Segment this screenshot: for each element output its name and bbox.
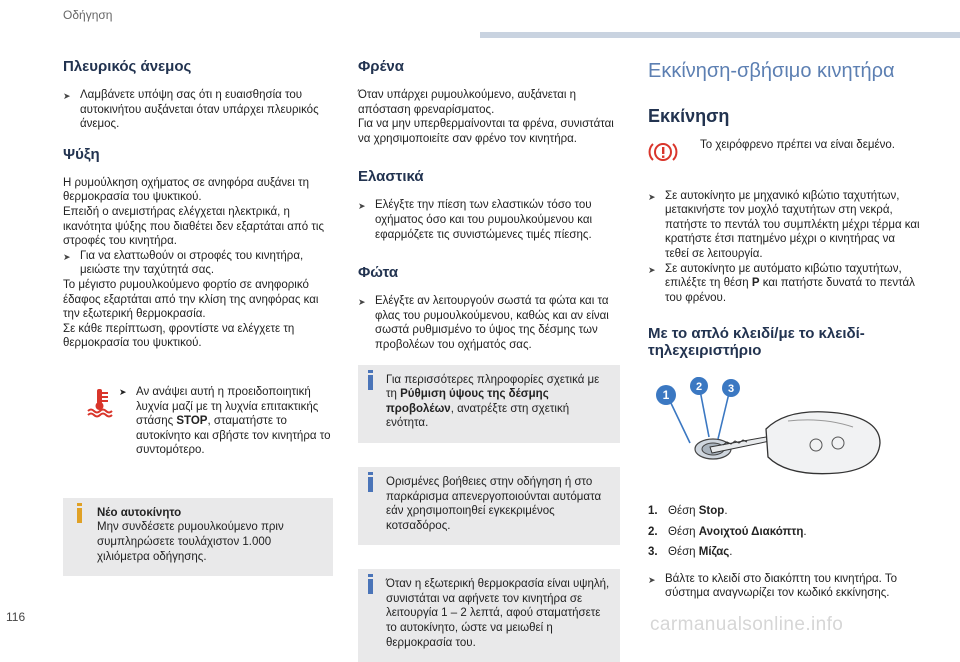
svg-text:2: 2 — [695, 381, 703, 394]
list-item: ➤ Σε αυτοκίνητο με μηχανικό κιβώτιο ταχυτήτων, μετακινήστε τον μοχλό ταχυτήτων στη νεκρά, πατήστε το πεντάλ του συμπλέκτη μέχρι τέρμα και κρατήστε έτσι πατημένο μέχρι ο κινητήρας να τεθεί σε λειτουργία. — [648, 189, 920, 260]
info-icon — [368, 574, 373, 577]
section-label: Οδήγηση — [63, 8, 113, 22]
heading-cross-wind: Πλευρικός άνεμος — [63, 58, 192, 75]
callout-1 — [656, 385, 676, 405]
heading-cooling: Ψύξη — [63, 145, 100, 163]
svg-text:3: 3 — [727, 383, 735, 396]
info-box-headlamp: Για περισσότερες πληροφορίες σχετικά με τη Ρύθμιση ύψους της δέσμης προβολέων, ανατρέξτε στη σχετική ενότητα. — [358, 365, 620, 443]
info-box-driving-aids: Ορισμένες βοήθειες στην οδήγηση ή στο παρκάρισμα απενεργοποιούνται αυτόματα εάν χρησιμοποιηθεί εγκεκριμένος κοτσαδόρος. — [358, 467, 620, 545]
list-item: ➤ Για να ελαττωθούν οι στροφές του κινητήρα, μειώστε την ταχύτητά σας. — [63, 249, 304, 277]
info-icon — [368, 370, 373, 373]
column-left: Πλευρικός άνεμος ➤ Λαμβάνετε υπόψη σας ότι η ευαισθησία του αυτοκινήτου αυξάνεται όταν υπάρχει πλευρικός άνεμος. Ψύξη Η ρυμούλκηση οχήματος σε ανηφόρα αυξάνει τη θερμοκρασία του ψυκτικού. Επειδή ο ανεμιστήρας ελέγχεται ηλεκτρικά, η ικανότητα ψύξης που διαθέτει δεν εξαρτάται από τις στροφές του κινητήρα. ➤ Για να ελαττωθούν οι στροφές του κινητήρα, μειώστε την ταχύτητά σας. Το μέγιστο ρυμουλκούμενο φορτίο σε ανηφορικό έδαφος εξαρτάται από την κλίση της ανηφόρας και την εξωτερική θερμοκρασία. Σε κάθε περίπτωση, φροντίστε να ελέγχετε τη θερμοκρασία του ψυκτικού. ➤ Αν ανάψει αυτή η προειδοποιητική λυχνία μαζί με τη λυχνία επιτακτικής στάσης STOP, σταματήστε το αυτοκίνητο και σβήστε τον κινητήρα το συντομότερο. Νέο αυτοκίνητο Μην συνδέσετε ρυμουλκούμενο πριν συμπληρώσετε τουλάχιστον 1.000 χιλιόμετρα οδήγησης. — [63, 58, 333, 576]
info-icon — [368, 472, 373, 475]
coolant-temperature-warning-icon — [63, 385, 119, 458]
list-item: ➤ Σε αυτοκίνητο με αυτόματο κιβώτιο ταχυτήτων, επιλέξτε τη θέση P και πατήστε δυνατά το πεντάλ του φρένου. — [648, 262, 915, 304]
note-title: Νέο αυτοκίνητο — [97, 506, 182, 519]
parking-brake-warning-icon — [648, 138, 700, 169]
parking-brake-note: Το χειρόφρενο πρέπει να είναι δεμένο. — [648, 138, 920, 169]
new-car-note: Νέο αυτοκίνητο Μην συνδέσετε ρυμουλκούμενο πριν συμπληρώσετε τουλάχιστον 1.000 χιλιόμετρα οδήγησης. — [63, 498, 333, 576]
callout-2 — [690, 377, 708, 395]
heading-brakes: Φρένα — [358, 58, 404, 75]
bullet-icon: ➤ — [648, 264, 656, 275]
bullet-icon: ➤ — [358, 201, 366, 212]
key-positions-list — [648, 504, 920, 560]
bullet-icon: ➤ — [648, 191, 656, 202]
bullet-icon: ➤ — [358, 297, 366, 308]
column-right — [648, 58, 920, 601]
chapter-title: Εκκίνηση-σβήσιμο κινητήρα — [648, 60, 895, 82]
heading-start: Εκκίνηση — [648, 106, 730, 126]
bullet-icon: ➤ — [119, 386, 127, 397]
list-item: ➤ Λαμβάνετε υπόψη σας ότι η ευαισθησία του αυτοκινήτου αυξάνεται όταν υπάρχει πλευρικός άνεμος. — [63, 89, 319, 131]
svg-text:1: 1 — [662, 388, 670, 403]
heading-key: Με το απλό κλειδί/με το κλειδί-τηλεχειριστήριο — [648, 325, 865, 360]
column-middle: Φρένα Όταν υπάρχει ρυμουλκούμενο, αυξάνεται η απόσταση φρεναρίσματος. Για να μην υπερθερμαίνονται τα φρένα, συνιστάται να χρησιμοποιείτε σαν φρένο τον κινητήρα. Ελαστικά ➤ Ελέγξτε την πίεση των ελαστικών τόσο του οχήματος όσο και του ρυμουλκούμενου και εφαρμόζετε τις συνιστώμενες τιμές πίεσης. Φώτα ➤ Ελέγξτε αν λειτουργούν σωστά τα φώτα και τα φλας του ρυμουλκούμενου, καθώς και αν είναι σωστά ρυθμισμένο το ύψος της δέσμης των προβολέων του οχήματός σας. Για περισσότερες πληροφορίες σχετικά με τη Ρύθμιση ύψους της δέσμης προβολέων, ανατρέξτε στη σχετική ενότητα. Ορισμένες βοήθειες στην οδήγηση ή στο παρκάρισμα απενεργοποιούνται αυτόματα εάν χρησιμοποιηθεί εγκεκριμένος κοτσαδόρος. Όταν η εξωτερική θερμοκρασία είναι υψηλή, συνιστάται να αφήνετε τον κινητήρα σε λειτουργία 1 – 2 λεπτά, αφού σταματήσετε το αυτοκίνητο, ώστε να μειωθεί η θερμοκρασία του. — [358, 58, 620, 662]
watermark: carmanualsonline.info — [650, 614, 844, 635]
note-marker-dot — [77, 503, 82, 506]
info-box-temperature: Όταν η εξωτερική θερμοκρασία είναι υψηλή, συνιστάται να αφήνετε τον κινητήρα σε λειτουργία 1 – 2 λεπτά, αφού σταματήσετε το αυτοκίνητο, ώστε να μειωθεί η θερμοκρασία του. — [358, 569, 620, 662]
callout-3 — [722, 379, 740, 397]
heading-lights: Φώτα — [358, 264, 399, 282]
list-item: ➤ Ελέγξτε την πίεση των ελαστικών τόσο του οχήματος όσο και του ρυμουλκούμενου και εφαρμόζετε τις συνιστώμενες τιμές πίεσης. — [358, 199, 593, 241]
list-item: ➤ Ελέγξτε αν λειτουργούν σωστά τα φώτα και τα φλας του ρυμουλκούμενου, καθώς και αν είναι σωστά ρυθμισμένο το ύψος της δέσμης των προβολέων του οχήματός σας. — [358, 295, 609, 351]
bullet-icon: ➤ — [648, 574, 656, 585]
list-item: 1. Θέση Stop. — [648, 504, 728, 517]
heading-tyres: Ελαστικά — [358, 168, 424, 186]
key-ignition-illustration — [648, 377, 920, 490]
coolant-warning-text: ➤ Αν ανάψει αυτή η προειδοποιητική λυχνία μαζί με τη λυχνία επιτακτικής στάσης STOP, σταματήστε το αυτοκίνητο και σβήστε τον κινητήρα το συντομότερο. — [119, 385, 331, 457]
note-marker-bar — [77, 508, 82, 523]
bullet-icon: ➤ — [63, 91, 71, 101]
page-number: 116 — [6, 610, 26, 624]
header-bar — [480, 32, 960, 38]
coolant-warning-block — [63, 385, 333, 458]
bullet-icon: ➤ — [63, 251, 71, 262]
list-item: ➤ Βάλτε το κλειδί στο διακόπτη του κινητήρα. Το σύστημα αναγνωρίζει τον κωδικό εκκίνησης. — [648, 572, 897, 600]
list-item: 2. Θέση Ανοιχτού Διακόπτη. — [648, 525, 807, 538]
list-item: 3. Θέση Μίζας. — [648, 546, 733, 559]
key-ignition-diagram — [648, 377, 898, 485]
